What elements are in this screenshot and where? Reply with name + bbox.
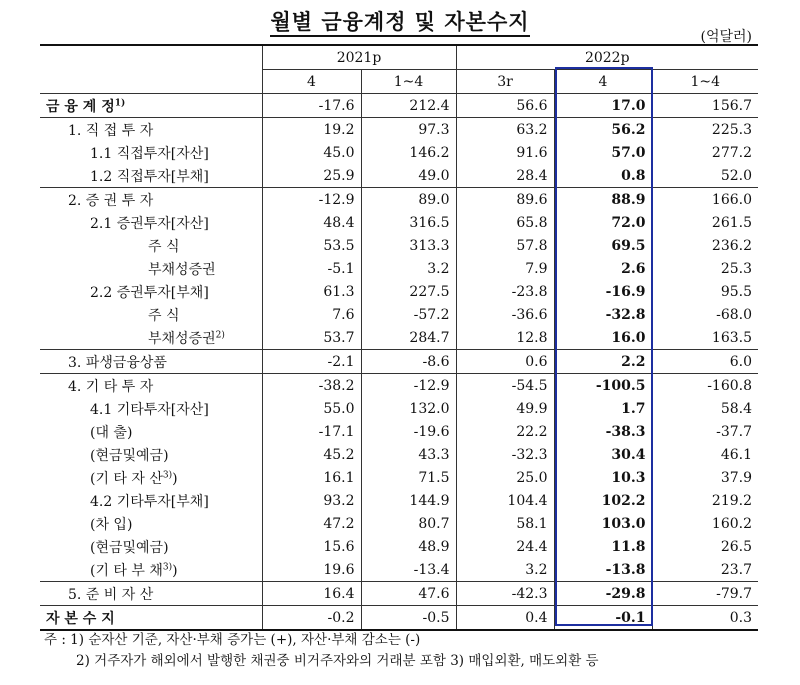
- table-row: [40, 303, 758, 326]
- cell-value: 2.6: [554, 257, 652, 280]
- cell-value: 55.0: [262, 397, 361, 420]
- cell-value: -17.1: [262, 420, 361, 443]
- cell-value: 48.4: [262, 211, 361, 234]
- row-label: (대 출): [90, 424, 133, 441]
- header-year-2022: 2022p: [456, 45, 758, 70]
- financial-account-table: [40, 44, 758, 631]
- cell-value: -36.6: [456, 303, 554, 326]
- table-row: [40, 558, 758, 582]
- cell-value: -23.8: [456, 280, 554, 303]
- row-label: 주 식: [148, 238, 180, 255]
- cell-value: 88.9: [554, 188, 652, 212]
- page-title: 월별 금융계정 및 자본수지: [0, 6, 800, 36]
- table-body: [40, 94, 758, 631]
- cell-value: 236.2: [652, 234, 758, 257]
- cell-value: -13.4: [361, 558, 456, 582]
- cell-value: 26.5: [652, 535, 758, 558]
- cell-value: 30.4: [554, 443, 652, 466]
- cell-value: -38.3: [554, 420, 652, 443]
- row-label: 5. 준 비 자 산: [40, 582, 262, 606]
- row-label: 3. 파생금융상품: [40, 350, 262, 374]
- row-label: 주 식: [148, 307, 180, 324]
- cell-value: 24.4: [456, 535, 554, 558]
- cell-value: 61.3: [262, 280, 361, 303]
- cell-value: 0.6: [456, 350, 554, 374]
- cell-value: 16.1: [262, 466, 361, 489]
- cell-value: 22.2: [456, 420, 554, 443]
- cell-value: 7.9: [456, 257, 554, 280]
- row-label: 1.1 직접투자[자산]: [90, 145, 209, 162]
- cell-value: 316.5: [361, 211, 456, 234]
- cell-value: 25.9: [262, 164, 361, 188]
- cell-value: 49.0: [361, 164, 456, 188]
- cell-value: -8.6: [361, 350, 456, 374]
- cell-value: -100.5: [554, 374, 652, 398]
- table-row: [40, 397, 758, 420]
- cell-value: 160.2: [652, 512, 758, 535]
- row-label: 4.2 기타투자[부채]: [90, 493, 209, 510]
- cell-value: 57.8: [456, 234, 554, 257]
- cell-value: 43.3: [361, 443, 456, 466]
- cell-value: 0.4: [456, 606, 554, 631]
- cell-value: 47.6: [361, 582, 456, 606]
- footnote-line-2: 2) 거주자가 해외에서 발행한 채권중 비거주자와의 거래분 포함 3) 매입외환, 매도외환 등: [76, 653, 599, 669]
- cell-value: 58.4: [652, 397, 758, 420]
- cell-value: 49.9: [456, 397, 554, 420]
- row-label: 4. 기 타 투 자: [40, 374, 262, 398]
- cell-value: -2.1: [262, 350, 361, 374]
- header-col: 4: [554, 70, 652, 94]
- cell-value: 25.0: [456, 466, 554, 489]
- cell-value: 52.0: [652, 164, 758, 188]
- cell-value: 57.0: [554, 141, 652, 164]
- cell-value: 219.2: [652, 489, 758, 512]
- row-label: 2.1 증권투자[자산]: [90, 215, 209, 232]
- cell-value: 10.3: [554, 466, 652, 489]
- cell-value: 277.2: [652, 141, 758, 164]
- cell-value: -19.6: [361, 420, 456, 443]
- cell-value: -12.9: [361, 374, 456, 398]
- table-row: [40, 141, 758, 164]
- cell-value: 3.2: [361, 257, 456, 280]
- cell-value: 48.9: [361, 535, 456, 558]
- table-row: [40, 257, 758, 280]
- cell-value: 16.0: [554, 326, 652, 350]
- table-row: [40, 535, 758, 558]
- cell-value: 11.8: [554, 535, 652, 558]
- row-label: (차 입): [90, 516, 133, 533]
- table-row: [40, 350, 758, 374]
- cell-value: 45.2: [262, 443, 361, 466]
- table-row: [40, 512, 758, 535]
- cell-value: 144.9: [361, 489, 456, 512]
- cell-value: 261.5: [652, 211, 758, 234]
- row-label: 1.2 직접투자[부채]: [90, 168, 209, 185]
- cell-value: -5.1: [262, 257, 361, 280]
- table-row: [40, 211, 758, 234]
- table-row: [40, 326, 758, 350]
- table-row: [40, 606, 758, 631]
- cell-value: 103.0: [554, 512, 652, 535]
- table-row: [40, 466, 758, 489]
- row-label: 2. 증 권 투 자: [40, 188, 262, 212]
- row-label: 부채성증권: [148, 261, 216, 278]
- table-row: [40, 94, 758, 118]
- cell-value: -160.8: [652, 374, 758, 398]
- cell-value: -0.2: [262, 606, 361, 631]
- table-row: [40, 443, 758, 466]
- cell-value: -54.5: [456, 374, 554, 398]
- row-label: (현금및예금): [90, 447, 169, 464]
- cell-value: 37.9: [652, 466, 758, 489]
- table-row: [40, 374, 758, 398]
- row-label: 1. 직 접 투 자: [40, 118, 262, 142]
- cell-value: 284.7: [361, 326, 456, 350]
- cell-value: 63.2: [456, 118, 554, 142]
- cell-value: 53.5: [262, 234, 361, 257]
- cell-value: -13.8: [554, 558, 652, 582]
- cell-value: -0.1: [554, 606, 652, 631]
- cell-value: 47.2: [262, 512, 361, 535]
- cell-value: 95.5: [652, 280, 758, 303]
- cell-value: 45.0: [262, 141, 361, 164]
- cell-value: 58.1: [456, 512, 554, 535]
- unit-label: (억달러): [700, 29, 752, 45]
- cell-value: -68.0: [652, 303, 758, 326]
- header-row-years: [40, 45, 758, 70]
- cell-value: 102.2: [554, 489, 652, 512]
- cell-value: 15.6: [262, 535, 361, 558]
- cell-value: 0.3: [652, 606, 758, 631]
- table-row: [40, 582, 758, 606]
- row-label: 부채성증권$^{2)}$: [148, 329, 225, 347]
- cell-value: 6.0: [652, 350, 758, 374]
- cell-value: 313.3: [361, 234, 456, 257]
- cell-value: -32.3: [456, 443, 554, 466]
- cell-value: 3.2: [456, 558, 554, 582]
- cell-value: 89.6: [456, 188, 554, 212]
- row-label: 4.1 기타투자[자산]: [90, 401, 209, 418]
- cell-value: 69.5: [554, 234, 652, 257]
- cell-value: -57.2: [361, 303, 456, 326]
- table-row: [40, 420, 758, 443]
- cell-value: 225.3: [652, 118, 758, 142]
- cell-value: -12.9: [262, 188, 361, 212]
- cell-value: 53.7: [262, 326, 361, 350]
- cell-value: 146.2: [361, 141, 456, 164]
- cell-value: 46.1: [652, 443, 758, 466]
- cell-value: 156.7: [652, 94, 758, 118]
- cell-value: -38.2: [262, 374, 361, 398]
- cell-value: 89.0: [361, 188, 456, 212]
- cell-value: -16.9: [554, 280, 652, 303]
- row-label: (기 타 자 산$^{3)}$): [90, 469, 178, 487]
- table-row: [40, 280, 758, 303]
- cell-value: -29.8: [554, 582, 652, 606]
- cell-value: -37.7: [652, 420, 758, 443]
- cell-value: 56.2: [554, 118, 652, 142]
- cell-value: 19.6: [262, 558, 361, 582]
- footnotes: [44, 630, 599, 672]
- cell-value: 212.4: [361, 94, 456, 118]
- cell-value: 72.0: [554, 211, 652, 234]
- table-row: [40, 188, 758, 212]
- cell-value: 19.2: [262, 118, 361, 142]
- row-label: 금 융 계 정$^{1)}$: [40, 94, 262, 118]
- row-label: 2.2 증권투자[부채]: [90, 284, 209, 301]
- header-col: 1~4: [361, 70, 456, 94]
- cell-value: 16.4: [262, 582, 361, 606]
- cell-value: 7.6: [262, 303, 361, 326]
- cell-value: 104.4: [456, 489, 554, 512]
- cell-value: 12.8: [456, 326, 554, 350]
- cell-value: -17.6: [262, 94, 361, 118]
- header-col: 4: [262, 70, 361, 94]
- cell-value: 97.3: [361, 118, 456, 142]
- cell-value: 132.0: [361, 397, 456, 420]
- cell-value: -79.7: [652, 582, 758, 606]
- cell-value: 25.3: [652, 257, 758, 280]
- header-col: 3r: [456, 70, 554, 94]
- cell-value: -32.8: [554, 303, 652, 326]
- row-label: 자 본 수 지: [40, 606, 262, 631]
- header-row-months: [40, 70, 758, 94]
- row-label: (현금및예금): [90, 539, 169, 556]
- cell-value: 23.7: [652, 558, 758, 582]
- row-label: (기 타 부 채$^{3)}$): [90, 561, 178, 579]
- table-row: [40, 164, 758, 188]
- cell-value: 2.2: [554, 350, 652, 374]
- cell-value: -0.5: [361, 606, 456, 631]
- table-row: [40, 118, 758, 142]
- cell-value: 56.6: [456, 94, 554, 118]
- cell-value: 17.0: [554, 94, 652, 118]
- table-row: [40, 489, 758, 512]
- cell-value: -42.3: [456, 582, 554, 606]
- footnote-line-1: 주 : 1) 순자산 기준, 자산·부채 증가는 (+), 자산·부채 감소는 (-): [44, 632, 421, 648]
- cell-value: 28.4: [456, 164, 554, 188]
- cell-value: 91.6: [456, 141, 554, 164]
- cell-value: 166.0: [652, 188, 758, 212]
- cell-value: 93.2: [262, 489, 361, 512]
- cell-value: 71.5: [361, 466, 456, 489]
- header-year-2021: 2021p: [262, 45, 456, 70]
- cell-value: 65.8: [456, 211, 554, 234]
- cell-value: 1.7: [554, 397, 652, 420]
- table-row: [40, 234, 758, 257]
- cell-value: 0.8: [554, 164, 652, 188]
- cell-value: 80.7: [361, 512, 456, 535]
- header-col: 1~4: [652, 70, 758, 94]
- cell-value: 163.5: [652, 326, 758, 350]
- cell-value: 227.5: [361, 280, 456, 303]
